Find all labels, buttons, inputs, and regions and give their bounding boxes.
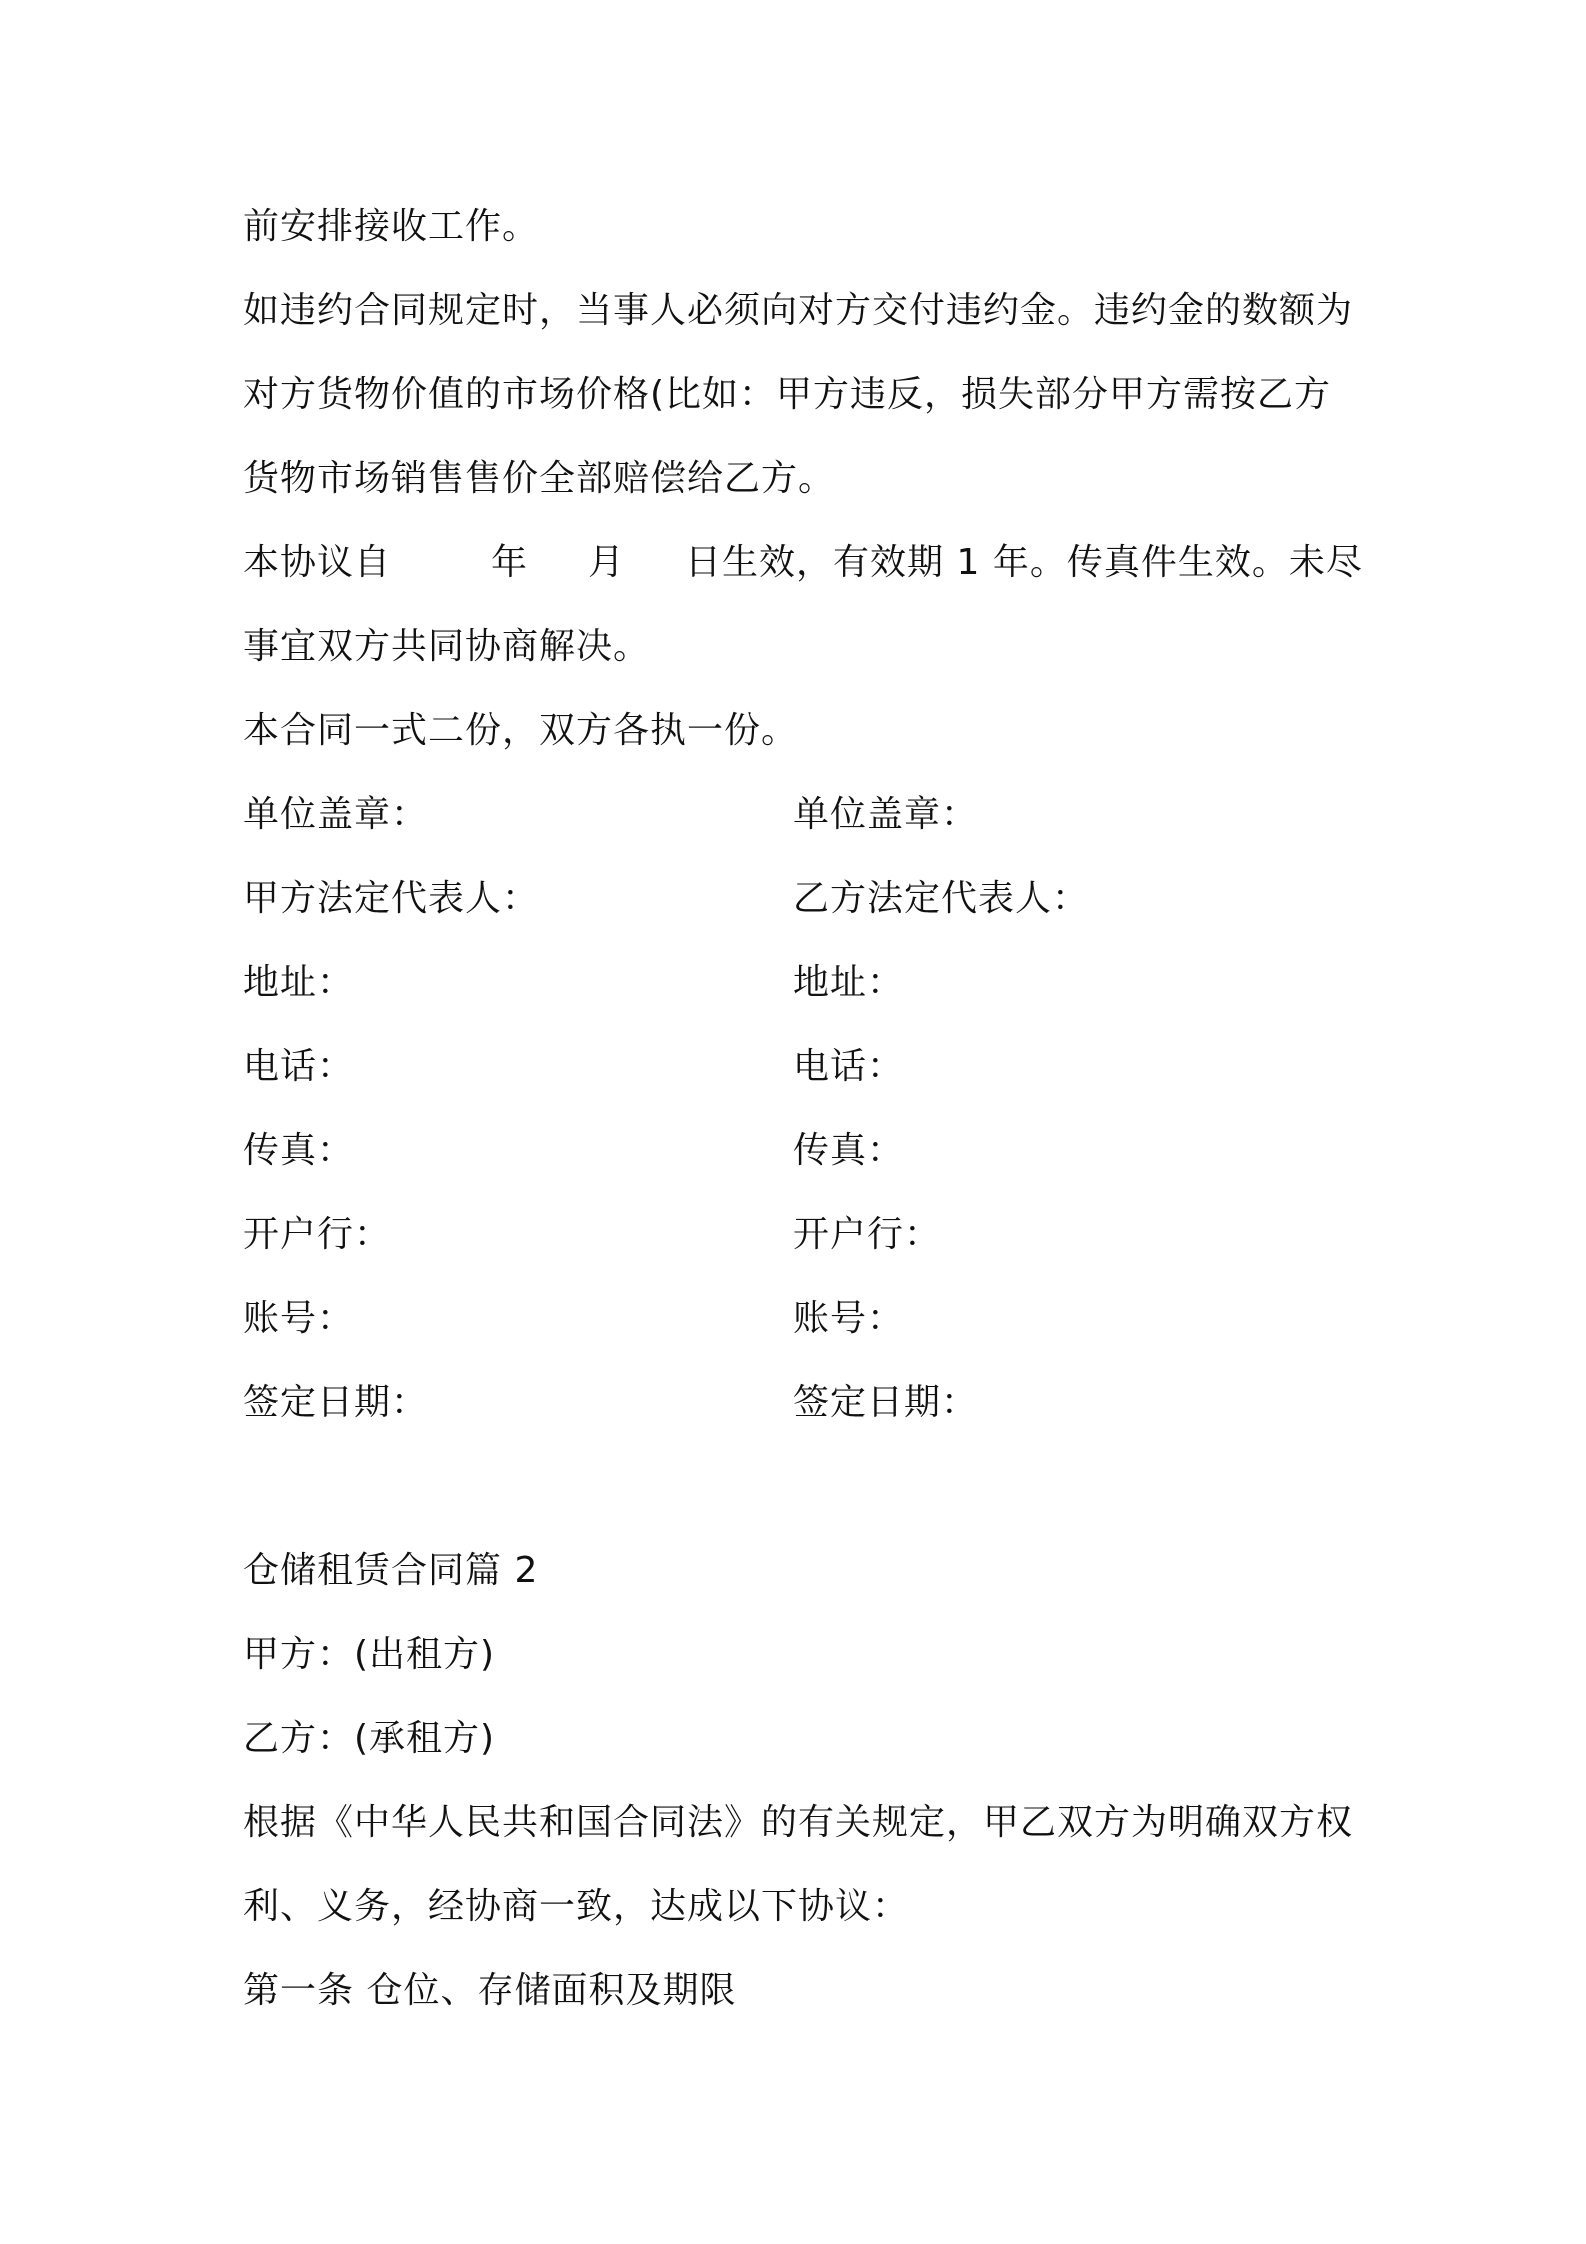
paragraph-line: 货物市场销售售价全部赔偿给乙方。	[243, 458, 836, 499]
left-field-address: 地址：	[243, 962, 355, 1003]
left-field-fax: 传真：	[243, 1130, 355, 1171]
right-field-phone: 电话：	[793, 1046, 905, 1087]
left-field-representative: 甲方法定代表人：	[243, 878, 540, 919]
article-heading: 第一条 仓位、存储面积及期限	[243, 1970, 737, 2011]
section-title: 仓储租赁合同篇 2	[243, 1550, 539, 1591]
right-field-account: 账号：	[793, 1298, 905, 1339]
paragraph-line: 利、义务，经协商一致，达成以下协议：	[243, 1886, 910, 1927]
right-field-fax: 传真：	[793, 1130, 905, 1171]
left-field-bank: 开户行：	[243, 1214, 392, 1255]
right-field-representative: 乙方法定代表人：	[793, 878, 1090, 919]
right-field-bank: 开户行：	[793, 1214, 942, 1255]
effective-suffix: 日生效，有效期 1 年。传真件生效。未尽	[685, 542, 1363, 583]
right-field-sign-date: 签定日期：	[793, 1382, 979, 1423]
paragraph-line: 根据《中华人民共和国合同法》的有关规定，甲乙双方为明确双方权	[243, 1802, 1354, 1843]
left-field-seal: 单位盖章：	[243, 794, 429, 835]
paragraph-line: 事宜双方共同协商解决。	[243, 626, 651, 667]
left-field-phone: 电话：	[243, 1046, 355, 1087]
effective-prefix: 本协议自	[243, 542, 392, 583]
paragraph-line: 对方货物价值的市场价格(比如：甲方违反，损失部分甲方需按乙方	[243, 374, 1332, 415]
party-a-line: 甲方：(出租方)	[243, 1634, 496, 1675]
left-field-account: 账号：	[243, 1298, 355, 1339]
effective-date-line	[243, 540, 1363, 586]
copies-clause: 本合同一式二份，双方各执一份。	[243, 710, 799, 751]
party-b-line: 乙方：(承租方)	[243, 1718, 496, 1759]
effective-month: 月	[588, 542, 626, 583]
paragraph-line: 如违约合同规定时，当事人必须向对方交付违约金。违约金的数额为	[243, 290, 1354, 331]
right-field-seal: 单位盖章：	[793, 794, 979, 835]
right-field-address: 地址：	[793, 962, 905, 1003]
effective-year: 年	[491, 542, 529, 583]
paragraph-line: 前安排接收工作。	[243, 206, 540, 247]
left-field-sign-date: 签定日期：	[243, 1382, 429, 1423]
